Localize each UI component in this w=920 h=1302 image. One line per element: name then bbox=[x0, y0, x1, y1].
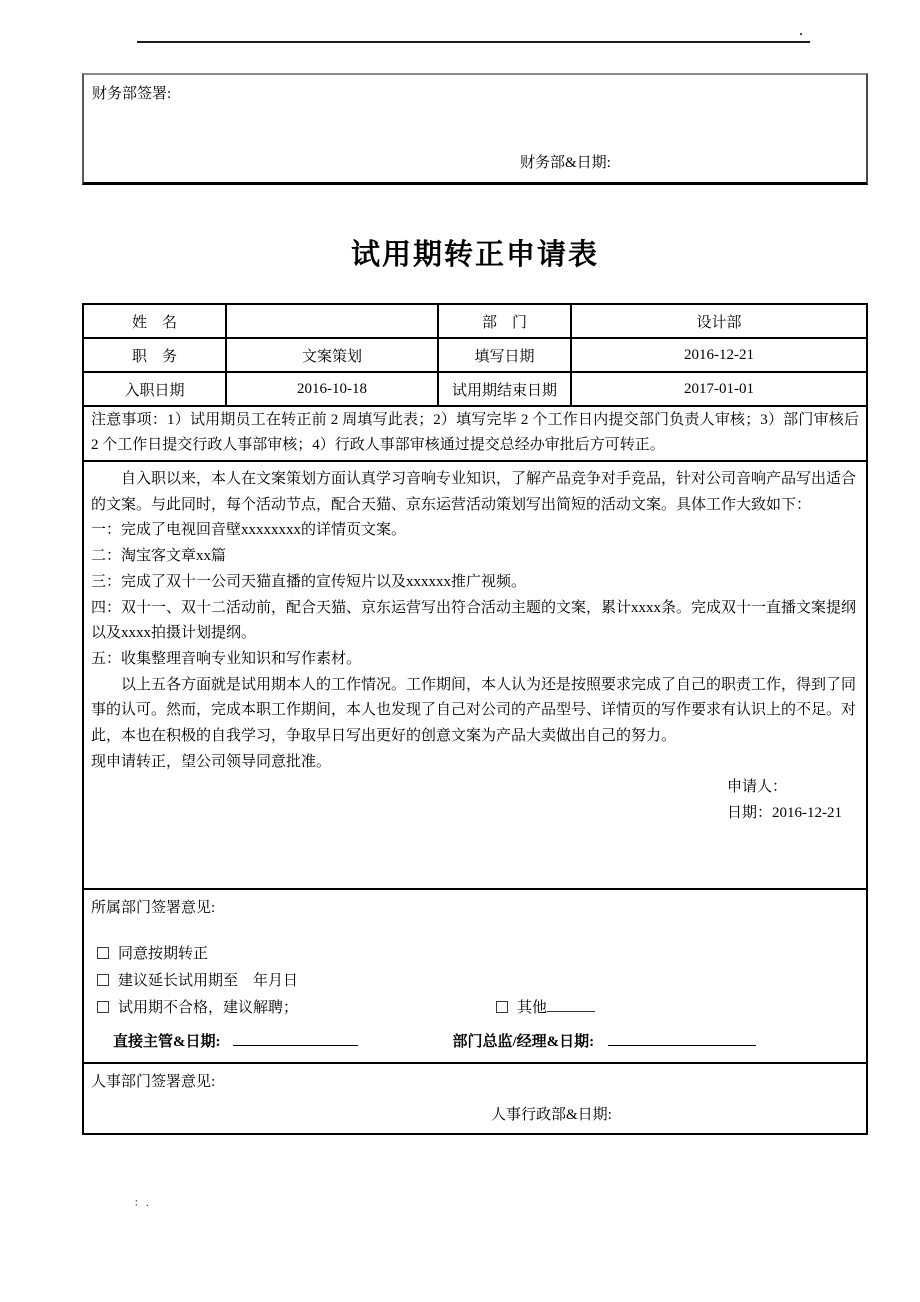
application-form-table bbox=[82, 303, 868, 1135]
closing-line: 现申请转正，望公司领导同意批准。 bbox=[91, 753, 332, 770]
name-label: 姓 名 bbox=[84, 305, 227, 339]
option-label: 建议延长试用期至 年月日 bbox=[118, 973, 299, 989]
applicant-label: 申请人： bbox=[727, 779, 788, 796]
work-conclusion: 以上五各方面就是试用期本人的工作情况。工作期间，本人认为还是按照要求完成了自己的职责工作，得到了同事的认可。然而，完成本职工作期间，本人也发现了自己对公司的产品型号、详情页的写作要求有认识上的不足。对此，本也在积极的自我学习，争取早日写出更好的创意文案为产品大卖做出自己的努力。 bbox=[91, 676, 857, 745]
option-row bbox=[91, 941, 858, 968]
department-opinion-title: 所属部门签署意见: bbox=[91, 900, 216, 916]
finance-signature-box bbox=[82, 73, 868, 185]
manager-blank-line[interactable] bbox=[608, 1032, 756, 1046]
probation-end-label: 试用期结束日期 bbox=[439, 373, 572, 407]
option-list bbox=[91, 941, 858, 1022]
supervisor-date-label: 直接主管&日期: bbox=[113, 1034, 221, 1050]
form-title: 试用期转正申请表 bbox=[350, 239, 599, 271]
department-signature-row bbox=[91, 1030, 858, 1051]
work-item-3: 三：完成了双十一公司天猫直播的宣传短片以及xxxxxx推广视频。 bbox=[91, 573, 527, 590]
dept-value[interactable]: 设计部 bbox=[572, 305, 866, 339]
other-blank-line[interactable] bbox=[547, 999, 595, 1012]
checkbox-extend-probation[interactable] bbox=[97, 974, 109, 986]
work-paragraph: 自入职以来，本人在文案策划方面认真学习音响专业知识，了解产品竞争对手竞品，针对公司音响产品写出适合的文案。与此同时，每个活动节点，配合天猫、京东运营活动策划写出简短的活动文案。具体工作大致如下： bbox=[91, 471, 857, 513]
option-label: 试用期不合格，建议解聘； bbox=[118, 1000, 299, 1016]
fill-date-value[interactable]: 2016-12-21 bbox=[572, 339, 866, 373]
info-grid bbox=[84, 305, 866, 407]
hire-date-label: 入职日期 bbox=[84, 373, 227, 407]
position-label: 职 务 bbox=[84, 339, 227, 373]
stray-dot: · bbox=[799, 27, 804, 41]
dept-label: 部 门 bbox=[439, 305, 572, 339]
probation-end-value[interactable]: 2017-01-01 bbox=[572, 373, 866, 407]
work-item-5: 五：收集整理音响专业知识和写作素材。 bbox=[91, 650, 362, 667]
supervisor-blank-line[interactable] bbox=[233, 1032, 358, 1046]
option-label: 同意按期转正 bbox=[118, 946, 209, 962]
option-row bbox=[91, 995, 858, 1022]
finance-date-label: 财务部&日期: bbox=[520, 155, 611, 171]
hr-opinion-section bbox=[84, 1064, 866, 1133]
work-item-2: 二：淘宝客文章xx篇 bbox=[91, 548, 227, 565]
application-date: 日期：2016-12-21 bbox=[727, 805, 842, 822]
hire-date-value[interactable]: 2016-10-18 bbox=[227, 373, 439, 407]
header-rule bbox=[137, 41, 810, 43]
option-row bbox=[91, 968, 858, 995]
manager-date-label: 部门总监/经理&日期: bbox=[452, 1034, 595, 1050]
hr-opinion-title: 人事部门签署意见: bbox=[91, 1074, 216, 1090]
fill-date-label: 填写日期 bbox=[439, 339, 572, 373]
work-item-4: 四：双十一、双十二活动前，配合天猫、京东运营写出符合活动主题的文案，累计xxxx条。完成双十一直播文案提纲以及xxxx拍摄计划提纲。 bbox=[91, 599, 857, 642]
position-value[interactable]: 文案策划 bbox=[227, 339, 439, 373]
department-opinion-section bbox=[84, 890, 866, 1064]
checkbox-approve-transfer[interactable] bbox=[97, 947, 109, 959]
checkbox-unqualified[interactable] bbox=[97, 1001, 109, 1013]
checkbox-other[interactable] bbox=[496, 1001, 508, 1013]
work-item-1: 一：完成了电视回音壁xxxxxxxx的详情页文案。 bbox=[91, 522, 407, 539]
finance-sign-label: 财务部签署: bbox=[92, 86, 172, 102]
name-value[interactable] bbox=[227, 305, 439, 339]
hr-date-label: 人事行政部&日期: bbox=[491, 1107, 612, 1123]
notice-text: 注意事项：1）试用期员工在转正前 2 周填写此表；2）填写完毕 2 个工作日内提交部门负责人审核；3）部门审核后 2 个工作日提交行政人事部审核；4）行政人事部审核通过提交总经办审批后方可转正。 bbox=[84, 407, 866, 462]
option-label: 其他 bbox=[517, 1000, 548, 1016]
page-artifact-marks: ：. bbox=[134, 1198, 151, 1209]
work-summary-section bbox=[84, 462, 866, 890]
